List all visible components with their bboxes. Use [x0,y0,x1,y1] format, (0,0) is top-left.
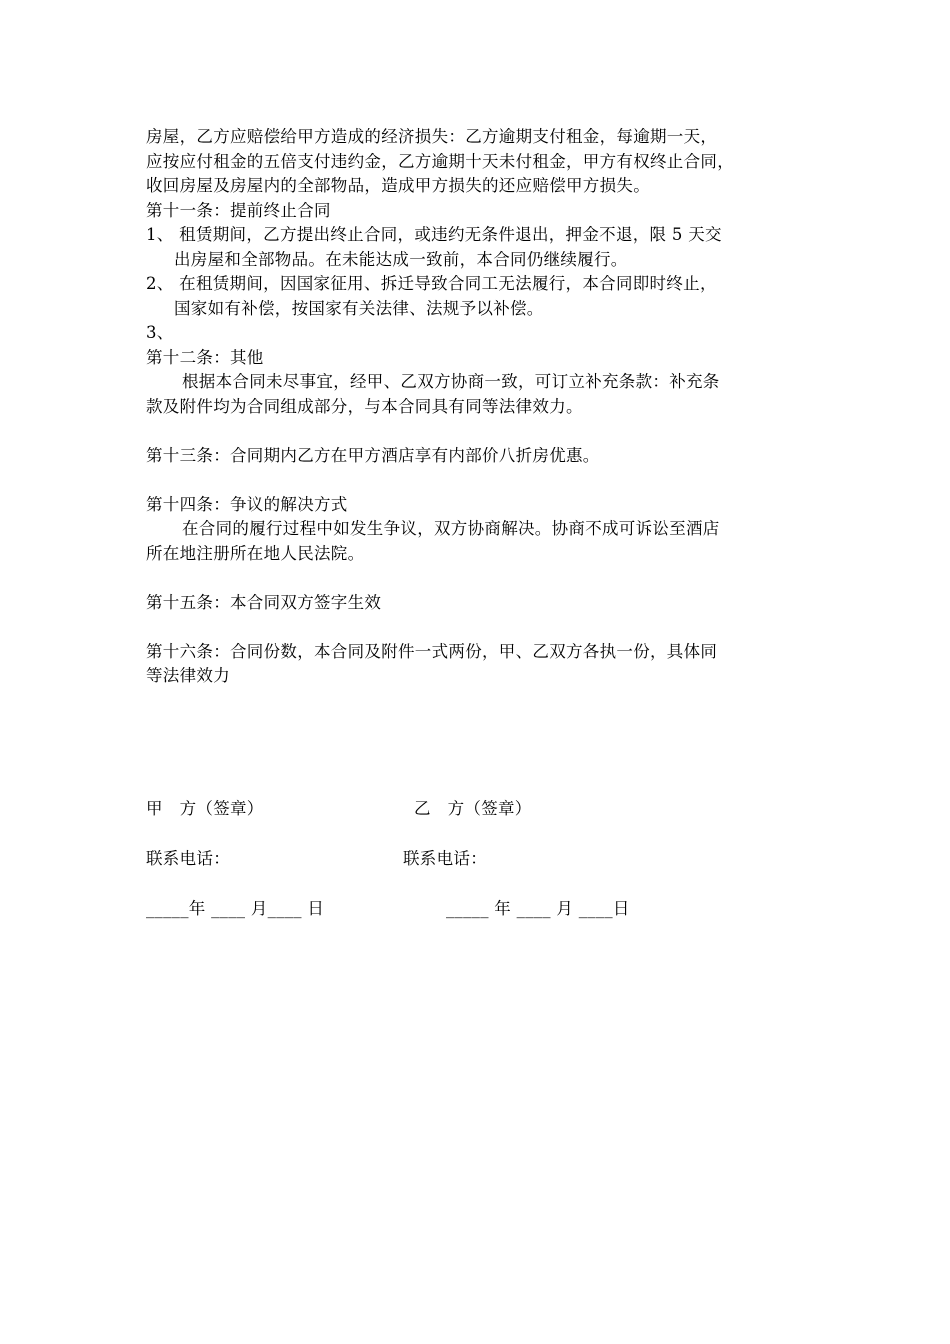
party-b-phone: 联系电话： [403,849,487,868]
article-14-title: 第十四条：争议的解决方式 [146,494,348,514]
article-14-body: 在合同的履行过程中如发生争议，双方协商解决。协商不成可诉讼至酒店 [182,519,720,538]
article-11-title: 第十一条：提前终止合同 [146,200,331,220]
article-11-item-2-cont: 国家如有补偿，按国家有关法律、法规予以补偿。 [174,298,544,318]
article-14-body-cont: 所在地注册所在地人民法院。 [146,543,365,563]
party-b-date: _____ 年 ____ 月 ____日 [446,899,630,918]
article-13: 第十三条：合同期内乙方在甲方酒店享有内部价八折房优惠。 [146,445,600,465]
paragraph-line: 收回房屋及房屋内的全部物品，造成甲方损失的还应赔偿甲方损失。 [146,176,650,195]
contract-body [146,125,816,689]
article-11-item-3: 3、 [146,323,174,342]
article-12-body-cont: 款及附件均为合同组成部分，与本合同具有同等法律效力。 [146,396,583,416]
article-12-title: 第十二条：其他 [146,347,264,367]
party-b-signature: 乙 方（签章） [414,799,532,818]
spacer [146,566,816,591]
spacer [146,615,816,640]
party-a-date: _____年 ____ 月____ 日 [146,899,325,918]
article-12-body: 根据本合同未尽事宜，经甲、乙双方协商一致，可订立补充条款：补充条 [182,372,720,391]
article-11-item-2: 2、 在租赁期间，因国家征用、拆迁导致合同工无法履行，本合同即时终止， [146,274,717,293]
article-16: 第十六条：合同份数，本合同及附件一式两份，甲、乙双方各执一份，具体同 [146,641,718,661]
article-15: 第十五条：本合同双方签字生效 [146,592,382,612]
paragraph-line: 房屋，乙方应赔偿给甲方造成的经济损失：乙方逾期支付租金，每逾期一天， [146,127,718,146]
party-a-phone: 联系电话： [146,849,230,868]
party-a-signature: 甲 方（签章） [146,799,264,818]
article-11-item-1-cont: 出房屋和全部物品。在未能达成一致前，本合同仍继续履行。 [174,249,628,269]
article-16-cont: 等法律效力 [146,666,230,685]
spacer [146,419,816,444]
article-11-item-1: 1、 租赁期间，乙方提出终止合同，或违约无条件退出，押金不退，限 5 天交 [146,225,722,244]
paragraph-line: 应按应付租金的五倍支付违约金，乙方逾期十天未付租金，甲方有权终止合同， [146,151,734,171]
spacer [146,468,816,493]
